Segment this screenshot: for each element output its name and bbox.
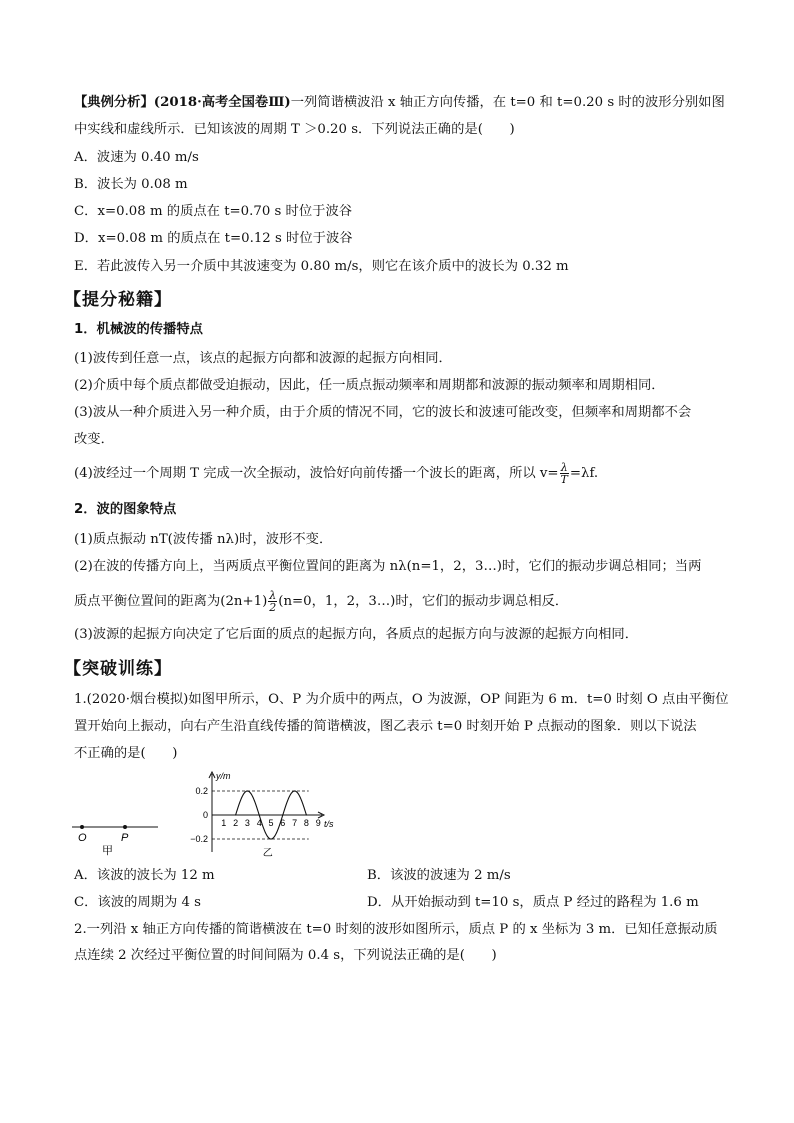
curve-data-point [282,814,283,815]
wave-image-item-2-suffix: (n=0，1，2，3…)时，它们的振动步调总相反． [278,594,569,609]
tips-item-4-suffix: =λf. [569,466,599,481]
tips-item-3: (3)波从一种介质进入另一种介质，由于介质的情况不同，它的波长和波速可能改变，但频率和周期都不会 [74,405,692,420]
x-tick-label: 4 [256,818,262,828]
example-option-b: B．波长为 0.08 m [74,177,188,192]
example-stem-text-1: 一列简谐横波沿 x 轴正方向传播，在 t=0 和 t=0.20 s 时的波形分别如图 [290,95,725,110]
figure-jia [64,810,164,860]
wave-image-item-2-prefix: 质点平衡位置间的距离为(2n+1) [74,594,268,609]
wave-image-item-2-cont [74,590,568,613]
fraction-denominator: 2 [269,601,277,614]
point-o-dot [80,825,84,829]
fraction-lambda-over-t [560,462,569,485]
y-tick-label: −0.2 [190,834,208,844]
x-tick-label: 9 [315,818,321,828]
x-tick-label: 5 [268,818,274,828]
tips-item-2: (2)介质中每个质点都做受迫振动，因此，任一质点振动频率和周期都和波源的振动频率和周期相同． [74,378,665,393]
x-tick-label: 3 [244,818,250,828]
tips-item-4 [74,462,598,485]
figure-yi-axes [190,771,334,859]
tips-item-4-prefix: (4)波经过一个周期 T 完成一次全振动，波恰好向前传播一个波长的距离，所以 v= [74,466,559,481]
x-tick-label: 7 [292,818,298,828]
wave-image-item-2: (2)在波的传播方向上，当两质点平衡位置间的距离为 nλ(n=1，2，3…)时，它们的振动步调总相同；当两 [74,559,702,574]
x-tick-label: 6 [280,818,286,828]
curve-data-point [235,814,236,815]
figure-yi-caption: 乙 [262,848,273,859]
curve-data-point [270,838,271,839]
example-option-e: E．若此波传入另一介质中其波速变为 0.80 m/s，则它在该介质中的波长为 0.32 m [74,259,569,274]
tips-subheading-2: 2．波的图象特点 [74,502,177,517]
fraction-numerator: λ [269,589,277,602]
figure-jia-caption: 甲 [102,845,113,857]
figure-yi-vibration-graph [184,768,344,860]
q1-stem-line-1: 1.(2020·烟台模拟)如图甲所示，O、P 为介质中的两点，O 为波源，OP 间距为 6 m．t=0 时刻 O 点由平衡位 [74,692,729,707]
example-option-d: D．x=0.08 m 的质点在 t=0.12 s 时位于波谷 [74,231,353,246]
x-tick-label: 2 [233,818,239,828]
fraction-denominator: T [560,473,568,486]
tips-subheading-1: 1．机械波的传播特点 [74,322,203,337]
tips-item-1: (1)波传到任意一点，该点的起振方向都和波源的起振方向相同． [74,351,452,366]
tips-item-3-cont: 改变． [74,432,114,447]
x-tick-label: 8 [303,818,309,828]
training-heading: 【突破训练】 [64,659,172,679]
y-tick-label: 0 [202,810,208,820]
curve-data-point [259,814,260,815]
wave-image-item-1: (1)质点振动 nT(波传播 nλ)时，波形不变． [74,532,333,547]
y-axis-label: y/m [216,771,231,781]
q2-stem-line-1: 2.一列沿 x 轴正方向传播的简谐横波在 t=0 时刻的波形如图所示，质点 P 的 x 坐标为 3 m．已知任意振动质 [74,922,718,937]
fraction-lambda-over-2 [268,590,277,613]
tips-heading: 【提分秘籍】 [64,290,172,310]
q1-option-c: C．该波的周期为 4 s [74,895,201,910]
q1-option-a: A．该波的波长为 12 m [74,868,215,883]
q1-stem-line-2: 置开始向上振动，向右产生沿直线传播的简谐横波，图乙表示 t=0 时刻开始 P 点振动的图象．则以下说法 [74,719,697,734]
example-option-c: C．x=0.08 m 的质点在 t=0.70 s 时位于波谷 [74,204,353,219]
example-source: (2018·高考全国卷Ⅲ) [153,95,291,110]
example-stem-line-1 [74,93,725,113]
point-p-dot [123,825,127,829]
x-axis-label: t/s [324,819,334,829]
q2-stem-line-2: 点连续 2 次经过平衡位置的时间间隔为 0.4 s，下列说法正确的是( ) [74,948,497,963]
example-option-a: A．波速为 0.40 m/s [74,150,199,165]
point-o-label: O [78,832,87,844]
example-stem-line-2: 中实线和虚线所示．已知该波的周期 T ＞0.20 s．下列说法正确的是( ) [74,122,515,137]
curve-data-point [247,790,248,791]
example-tag: 【典例分析】 [74,95,154,110]
curve-data-point [306,814,307,815]
x-tick-label: 1 [221,818,227,828]
q1-option-d: D．从开始振动到 t=10 s，质点 P 经过的路程为 1.6 m [367,895,699,910]
y-tick-label: 0.2 [195,786,208,796]
fraction-numerator: λ [560,461,568,474]
wave-image-item-3: (3)波源的起振方向决定了它后面的质点的起振方向，各质点的起振方向与波源的起振方向相同． [74,627,639,642]
curve-data-point [294,790,295,791]
q1-option-b: B．该波的波速为 2 m/s [367,868,511,883]
point-p-label: P [121,832,129,844]
q1-stem-line-3: 不正确的是( ) [74,746,178,761]
